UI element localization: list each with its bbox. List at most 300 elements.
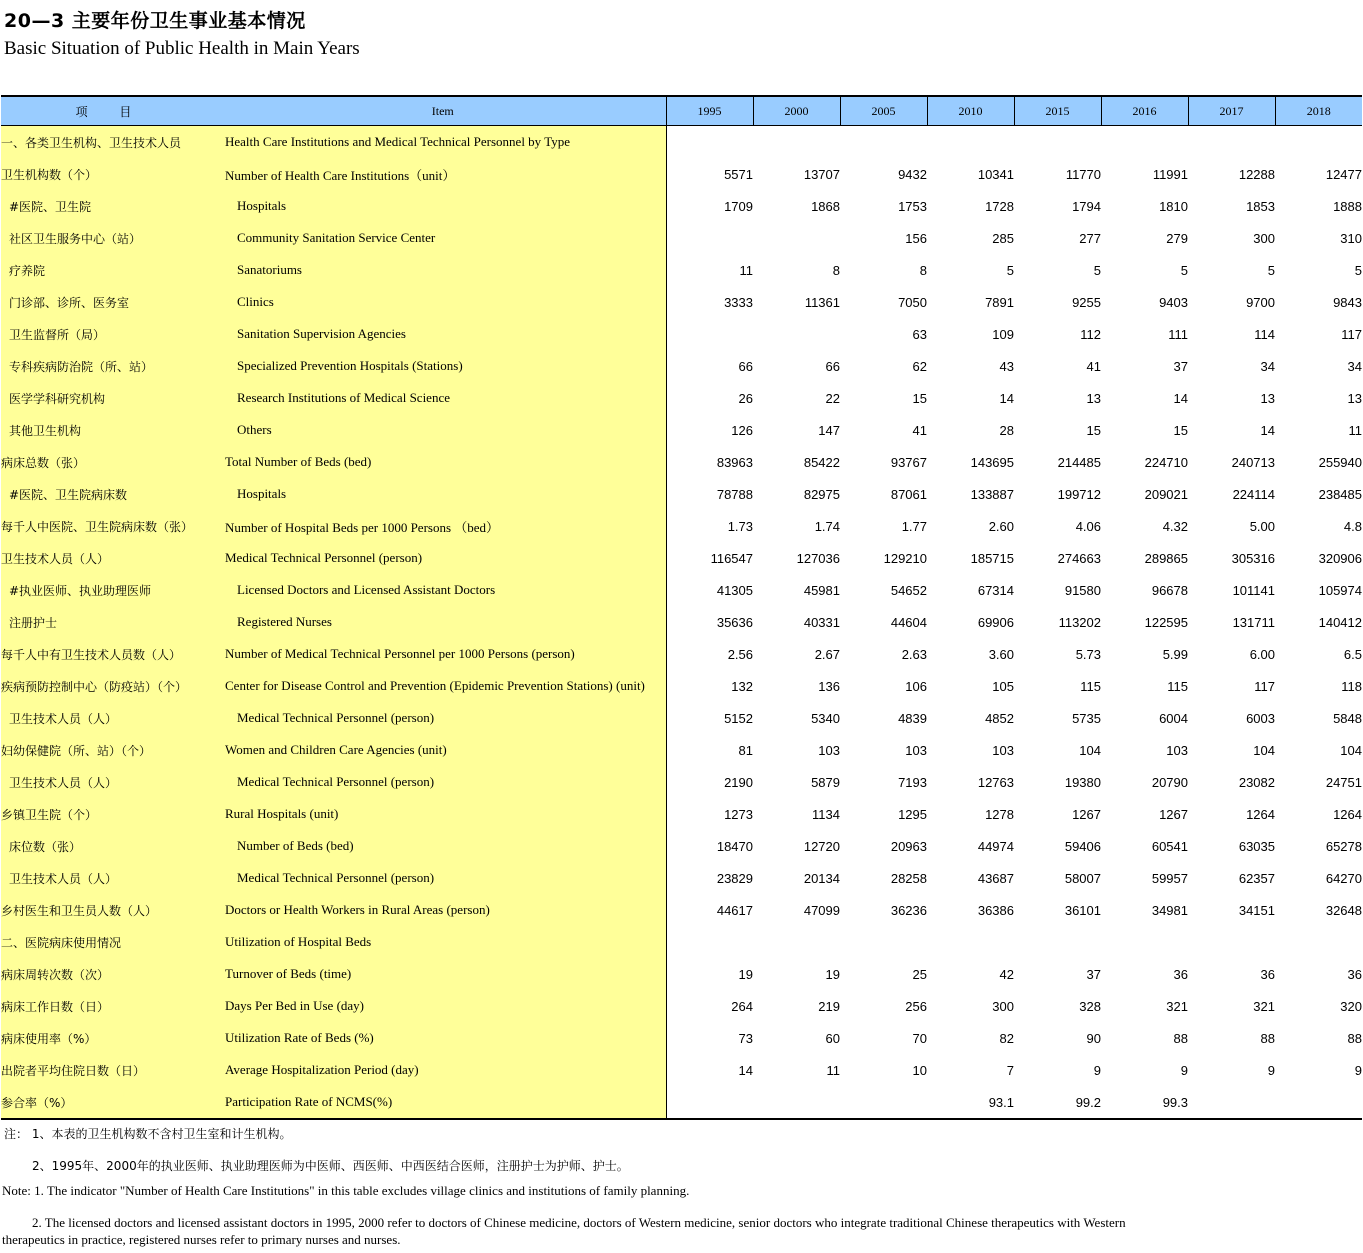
cell-value: 65278 [1325,838,1362,854]
cell-value: 300 [992,998,1014,1014]
cell-value [753,1086,840,1119]
table-row [1,286,1362,318]
cell-value: 20134 [803,870,840,886]
header-year: 1995 [666,96,753,126]
row-label-chinese: 其他卫生机构 [1,414,220,446]
cell-value: 310 [1340,230,1362,246]
cell-value [666,318,753,350]
cell-value: 41305 [716,582,753,598]
cell-value: 1794 [1072,198,1101,214]
cell-value: 43687 [977,870,1014,886]
row-label-chinese: 二、医院病床使用情况 [1,926,220,958]
header-year: 2015 [1014,96,1101,126]
row-label-chinese: 病床使用率（%） [1,1022,220,1054]
row-label-chinese: #执业医师、执业助理医师 [1,574,220,606]
cell-value: 73 [738,1030,753,1046]
cell-value: 13 [1260,390,1275,406]
cell-value: 13 [1086,390,1101,406]
row-label-chinese: 参合率（%） [1,1086,220,1119]
cell-value: 103 [992,742,1014,758]
row-label-english: Specialized Prevention Hospitals (Stations) [220,350,666,382]
cell-value: 9 [1180,1062,1188,1078]
cell-value: 58007 [1064,870,1101,886]
table-row [1,158,1362,190]
cell-value: 36236 [890,902,927,918]
row-label-chinese: 一、各类卫生机构、卫生技术人员 [1,126,220,159]
cell-value: 42 [999,966,1014,982]
cell-value: 3.60 [988,646,1014,662]
cell-value: 70 [912,1030,927,1046]
row-label-english: Health Care Institutions and Medical Technical Personnel by Type [220,126,666,159]
row-label-chinese: 专科疾病防治院（所、站） [1,350,220,382]
table-row [1,798,1362,830]
cell-value: 34981 [1151,902,1188,918]
cell-value: 1134 [812,806,840,822]
cell-value: 20963 [890,838,927,854]
row-label-chinese: 疗养院 [1,254,220,286]
cell-value: 126 [731,422,753,438]
cell-value: 112 [1080,326,1101,342]
cell-value: 122595 [1144,614,1188,630]
row-label-english: Others [220,414,666,446]
table-row [1,510,1362,542]
cell-value: 1295 [898,806,927,822]
cell-value: 224114 [1232,486,1275,502]
cell-value: 101141 [1232,582,1275,598]
cell-value: 140412 [1318,614,1362,630]
cell-value: 2.67 [814,646,840,662]
row-label-chinese: 卫生技术人员（人） [1,862,220,894]
cell-value: 6003 [1246,710,1275,726]
cell-value: 115 [1080,678,1101,694]
cell-value: 127036 [796,550,840,566]
cell-value: 36 [1260,966,1275,982]
cell-value: 2190 [724,774,753,790]
row-label-english: Rural Hospitals (unit) [220,798,666,830]
cell-value: 5.00 [1249,518,1275,534]
cell-value: 23829 [716,870,753,886]
cell-value: 3333 [724,294,753,310]
cell-value: 1278 [985,806,1014,822]
cell-value: 12720 [803,838,840,854]
row-label-english: Medical Technical Personnel (person) [220,862,666,894]
row-label-chinese: 注册护士 [1,606,220,638]
cell-value: 113202 [1058,614,1101,630]
cell-value: 285 [992,230,1014,246]
cell-value: 34151 [1238,902,1275,918]
table-row [1,830,1362,862]
cell-value: 105974 [1318,582,1362,598]
cell-value: 4852 [985,710,1014,726]
cell-value [1275,1086,1362,1119]
cell-value: 66 [738,358,753,374]
cell-value: 1810 [1159,198,1188,214]
cell-value: 143695 [970,454,1014,470]
cell-value: 44604 [890,614,927,630]
cell-value: 54652 [890,582,927,598]
row-label-chinese: 卫生监督所（局） [1,318,220,350]
cell-value: 6.00 [1249,646,1275,662]
row-label-english: Hospitals [220,478,666,510]
cell-value: 82 [999,1030,1014,1046]
row-label-chinese: 疾病预防控制中心（防疫站）（个） [1,670,220,702]
row-label-english: Utilization of Hospital Beds [220,926,666,958]
cell-value: 321 [1166,998,1188,1014]
cell-value: 109 [992,326,1014,342]
cell-value [753,926,840,958]
cell-value: 328 [1079,998,1101,1014]
cell-value [666,126,753,159]
cell-value: 1.74 [814,518,840,534]
cell-value [840,126,927,159]
cell-value: 20790 [1151,774,1188,790]
cell-value: 104 [1340,742,1362,758]
cell-value: 34 [1260,358,1275,374]
cell-value: 4.32 [1162,518,1188,534]
row-label-english: Average Hospitalization Period (day) [220,1054,666,1086]
row-label-chinese: 门诊部、诊所、医务室 [1,286,220,318]
cell-value: 117 [1254,678,1275,694]
cell-value: 11 [1348,422,1362,438]
table-row [1,190,1362,222]
cell-value: 277 [1079,230,1101,246]
cell-value: 15 [1086,422,1101,438]
cell-value: 93.1 [927,1086,1014,1119]
cell-value: 1267 [1159,806,1188,822]
cell-value: 9432 [898,166,927,182]
cell-value: 60 [825,1030,840,1046]
cell-value: 255940 [1318,454,1362,470]
cell-value: 67314 [977,582,1014,598]
footnote-cn-1: 注： 1、本表的卫生机构数不含村卫生室和计生机构。 [4,1127,292,1141]
table-row [1,766,1362,798]
row-label-english: Medical Technical Personnel (person) [220,542,666,574]
cell-value: 117 [1341,326,1362,342]
cell-value: 10341 [977,166,1014,182]
row-label-english: Days Per Bed in Use (day) [220,990,666,1022]
cell-value: 69906 [977,614,1014,630]
table-row [1,446,1362,478]
cell-value [1014,126,1101,159]
table-row [1,350,1362,382]
header-item-english: Item [220,96,666,126]
cell-value: 114 [1254,326,1275,342]
table-row [1,318,1362,350]
cell-value: 13 [1347,390,1362,406]
cell-value: 5152 [724,710,753,726]
row-label-chinese: 乡镇卫生院（个） [1,798,220,830]
cell-value: 5340 [811,710,840,726]
row-label-chinese: 乡村医生和卫生员人数（人） [1,894,220,926]
cell-value: 15 [912,390,927,406]
cell-value [753,318,840,350]
cell-value: 103 [818,742,840,758]
cell-value: 9 [1093,1062,1101,1078]
cell-value: 156 [905,230,927,246]
cell-value: 133887 [970,486,1014,502]
cell-value: 1.73 [727,518,753,534]
cell-value [1101,126,1188,159]
cell-value [666,1086,753,1119]
cell-value: 4839 [898,710,927,726]
table-row [1,990,1362,1022]
row-label-english: Sanatoriums [220,254,666,286]
row-label-english: Medical Technical Personnel (person) [220,766,666,798]
cell-value [1188,1086,1275,1119]
cell-value: 40331 [803,614,840,630]
cell-value: 25 [912,966,927,982]
cell-value: 64270 [1325,870,1362,886]
row-label-english: Sanitation Supervision Agencies [220,318,666,350]
header-item-chinese: 项 目 [1,96,220,126]
cell-value: 256 [905,998,927,1014]
cell-value [927,126,1014,159]
table-header-row [1,96,1362,126]
row-label-english: Utilization Rate of Beds (%) [220,1022,666,1054]
cell-value: 66 [825,358,840,374]
row-label-english: Participation Rate of NCMS(%) [220,1086,666,1119]
statistics-table [1,95,1362,1120]
cell-value: 5 [1180,262,1188,278]
row-label-english: Number of Hospital Beds per 1000 Persons （bed） [220,510,666,542]
cell-value: 5 [1354,262,1362,278]
cell-value: 2.60 [988,518,1014,534]
row-label-chinese: 出院者平均住院日数（日） [1,1054,220,1086]
cell-value: 44974 [977,838,1014,854]
cell-value: 111 [1168,326,1188,342]
cell-value: 99.2 [1014,1086,1101,1119]
cell-value: 5848 [1333,710,1362,726]
cell-value: 59406 [1064,838,1101,854]
cell-value: 34 [1347,358,1362,374]
cell-value: 7050 [898,294,927,310]
header-year: 2010 [927,96,1014,126]
cell-value: 11 [739,262,753,278]
cell-value: 5879 [811,774,840,790]
cell-value: 78788 [716,486,753,502]
footnote-cn-2: 2、1995年、2000年的执业医师、执业助理医师为中医师、西医师、中西医结合医师，注册护士为护师、护士。 [32,1159,629,1173]
cell-value: 320 [1340,998,1362,1014]
cell-value: 28258 [890,870,927,886]
row-label-chinese: 卫生技术人员（人） [1,542,220,574]
cell-value: 118 [1341,678,1362,694]
footnote-en-2: 2. The licensed doctors and licensed assistant doctors in 1995, 2000 refer to doctors of Chinese medicine, doctors of Western medicine, senior doctors who integrate traditional Chinese therapeutics with Western [32,1215,1126,1230]
cell-value: 11991 [1152,166,1188,182]
cell-value: 9843 [1333,294,1362,310]
cell-value: 7891 [985,294,1014,310]
cell-value: 14 [999,390,1014,406]
row-label-english: Total Number of Beds (bed) [220,446,666,478]
cell-value [1101,926,1188,958]
cell-value: 147 [818,422,840,438]
table-row [1,734,1362,766]
cell-value: 1728 [985,198,1014,214]
table-row [1,606,1362,638]
cell-value: 264 [731,998,753,1014]
cell-value [840,926,927,958]
cell-value: 35636 [716,614,753,630]
cell-value: 1267 [1072,806,1101,822]
row-label-chinese: 卫生机构数（个） [1,158,220,190]
row-label-english: Medical Technical Personnel (person) [220,702,666,734]
cell-value: 240713 [1231,454,1275,470]
cell-value: 19 [738,966,753,982]
cell-value: 14 [1173,390,1188,406]
row-label-english: Number of Beds (bed) [220,830,666,862]
cell-value: 15 [1173,422,1188,438]
footnote-en-2-continued: therapeutics in practice, registered nurses refer to primary nurses and nurses. [2,1232,401,1247]
cell-value: 62 [912,358,927,374]
cell-value: 104 [1253,742,1275,758]
table-row [1,478,1362,510]
cell-value [666,926,753,958]
cell-value: 87061 [890,486,927,502]
cell-value: 32648 [1325,902,1362,918]
cell-value: 305316 [1231,550,1275,566]
cell-value: 59957 [1151,870,1188,886]
cell-value: 5735 [1072,710,1101,726]
cell-value: 104 [1079,742,1101,758]
cell-value [1275,126,1362,159]
cell-value: 6004 [1159,710,1188,726]
cell-value [1188,126,1275,159]
row-label-chinese: 病床总数（张） [1,446,220,478]
cell-value: 36 [1173,966,1188,982]
row-label-chinese: #医院、卫生院病床数 [1,478,220,510]
cell-value: 289865 [1144,550,1188,566]
cell-value: 224710 [1144,454,1188,470]
cell-value: 1264 [1246,806,1275,822]
cell-value: 1709 [724,198,753,214]
table-row [1,126,1362,159]
cell-value: 14 [1260,422,1275,438]
table-row [1,1086,1362,1119]
cell-value: 4.8 [1343,518,1362,534]
row-label-english: Center for Disease Control and Prevention (Epidemic Prevention Stations) (unit) [220,670,666,702]
cell-value: 9255 [1072,294,1101,310]
cell-value: 37 [1173,358,1188,374]
cell-value: 83963 [716,454,753,470]
cell-value: 1273 [724,806,753,822]
cell-value: 26 [738,390,753,406]
row-label-english: Doctors or Health Workers in Rural Areas (person) [220,894,666,926]
cell-value: 103 [905,742,927,758]
cell-value: 41 [912,422,927,438]
cell-value: 82975 [803,486,840,502]
cell-value: 199712 [1057,486,1101,502]
table-row [1,862,1362,894]
cell-value: 5 [1006,262,1014,278]
row-label-english: Licensed Doctors and Licensed Assistant Doctors [220,574,666,606]
row-label-chinese: 每千人中医院、卫生院病床数（张） [1,510,220,542]
cell-value: 60541 [1151,838,1188,854]
table-row [1,894,1362,926]
title-english: Basic Situation of Public Health in Main Years [4,38,360,59]
cell-value: 88 [1347,1030,1362,1046]
row-label-chinese: 卫生技术人员（人） [1,766,220,798]
cell-value: 320906 [1318,550,1362,566]
cell-value: 5.99 [1162,646,1188,662]
cell-value: 81 [738,742,753,758]
cell-value: 9700 [1246,294,1275,310]
table-row [1,414,1362,446]
header-year: 2017 [1188,96,1275,126]
table-row [1,222,1362,254]
row-label-english: Number of Health Care Institutions（unit） [220,158,666,190]
cell-value: 1.77 [901,518,927,534]
cell-value: 12477 [1325,166,1362,182]
cell-value: 103 [1166,742,1188,758]
cell-value: 63 [912,326,927,342]
cell-value: 115 [1167,678,1188,694]
cell-value: 63035 [1238,838,1275,854]
cell-value: 11361 [804,294,840,310]
cell-value: 41 [1086,358,1101,374]
cell-value: 19 [825,966,840,982]
cell-value [840,1086,927,1119]
cell-value: 9 [1267,1062,1275,1078]
cell-value [753,222,840,254]
table-row [1,1022,1362,1054]
row-label-english: Community Sanitation Service Center [220,222,666,254]
cell-value: 300 [1253,230,1275,246]
row-label-english: Number of Medical Technical Personnel per 1000 Persons (person) [220,638,666,670]
cell-value: 88 [1173,1030,1188,1046]
cell-value: 132 [731,678,753,694]
cell-value: 7193 [898,774,927,790]
cell-value: 8 [832,262,840,278]
cell-value: 11 [826,1062,840,1078]
cell-value: 36 [1347,966,1362,982]
table-row [1,702,1362,734]
cell-value: 1264 [1333,806,1362,822]
cell-value: 214485 [1057,454,1101,470]
cell-value: 1853 [1246,198,1275,214]
row-label-chinese: 妇幼保健院（所、站）（个） [1,734,220,766]
cell-value: 1753 [898,198,927,214]
cell-value: 90 [1086,1030,1101,1046]
cell-value: 37 [1086,966,1101,982]
cell-value: 62357 [1238,870,1275,886]
cell-value [666,222,753,254]
cell-value: 5.73 [1075,646,1101,662]
cell-value: 7 [1006,1062,1014,1078]
cell-value: 45981 [803,582,840,598]
table-row [1,670,1362,702]
header-year: 2018 [1275,96,1362,126]
table-row [1,574,1362,606]
table-row [1,638,1362,670]
cell-value: 2.56 [727,646,753,662]
cell-value [927,926,1014,958]
table-row [1,254,1362,286]
cell-value: 23082 [1238,774,1275,790]
cell-value: 185715 [970,550,1014,566]
header-year: 2000 [753,96,840,126]
cell-value: 99.3 [1101,1086,1188,1119]
row-label-chinese: 病床工作日数（日） [1,990,220,1022]
cell-value: 131711 [1232,614,1275,630]
cell-value: 5571 [724,166,753,182]
cell-value: 11770 [1065,166,1101,182]
cell-value: 279 [1166,230,1188,246]
cell-value: 19380 [1064,774,1101,790]
footnote-en-1: Note: 1. The indicator "Number of Health Care Institutions" in this table excludes village clinics and institutions of family planning. [2,1183,690,1198]
cell-value: 36386 [977,902,1014,918]
cell-value: 5 [1267,262,1275,278]
cell-value: 44617 [716,902,753,918]
cell-value: 9403 [1159,294,1188,310]
